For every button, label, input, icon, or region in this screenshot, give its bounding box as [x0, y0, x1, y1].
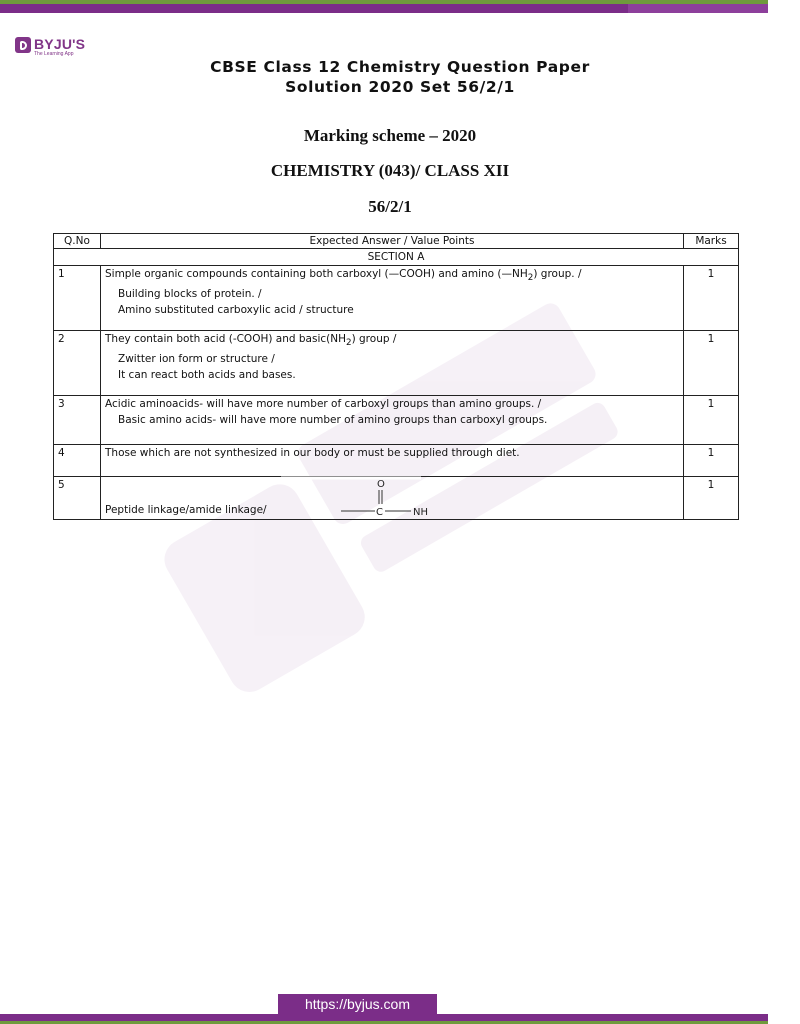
answer-line: Zwitter ion form or structure / — [118, 353, 275, 366]
answer-line: They contain both acid (-COOH) and $basic(NH_2)$ group / — [105, 333, 397, 349]
row-qno: 5 — [54, 477, 101, 520]
byjus-logo-icon — [15, 37, 31, 53]
row-answer — [101, 331, 684, 396]
peptide-bond-structure — [281, 477, 428, 519]
row-marks: 1 — [684, 266, 739, 331]
row-marks: 1 — [684, 445, 739, 477]
row-qno: 4 — [54, 445, 101, 477]
subject-heading: CHEMISTRY (043)/ CLASS XII — [270, 161, 510, 180]
row-qno: 3 — [54, 396, 101, 445]
answer-line: Basic amino acids- will have more number of amino groups than carboxyl groups. — [118, 414, 548, 426]
answer-line: Those which are not synthesized in our body or must be supplied through diet. — [105, 447, 520, 459]
document-title-line-2: Solution 2020 Set 56/2/1 — [285, 78, 515, 96]
structure-nh: NH — [413, 507, 428, 518]
row-answer — [101, 396, 684, 445]
row-marks: 1 — [684, 396, 739, 445]
bottom-brand-bar — [0, 1014, 768, 1024]
answer-line: It can react both acids and bases. — [118, 369, 296, 382]
table-row — [54, 477, 739, 520]
footer-url-link[interactable]: https://byjus.com — [278, 994, 437, 1014]
row-marks: 1 — [684, 331, 739, 396]
row-qno: 1 — [54, 266, 101, 331]
row-answer — [101, 477, 684, 520]
answer-line: Building blocks of protein. / — [118, 288, 262, 301]
section-row — [54, 249, 739, 266]
set-code-heading: 56/2/1 — [368, 197, 412, 216]
top-brand-bar — [0, 0, 768, 14]
row-qno: 2 — [54, 331, 101, 396]
table-row — [54, 396, 739, 445]
marking-scheme-heading: Marking scheme – 2020 — [303, 126, 477, 145]
byjus-logo — [15, 37, 85, 57]
table-header-row — [54, 234, 739, 249]
answer-line: Peptide linkage/amide linkage/ — [105, 504, 267, 516]
section-label: SECTION A — [54, 249, 739, 266]
answer-line: Amino substituted carboxylic acid / structure — [118, 304, 354, 317]
document-title-line-1: CBSE Class 12 Chemistry Question Paper — [210, 58, 590, 76]
table-row — [54, 266, 739, 331]
header-marks: Marks — [684, 234, 739, 249]
row-answer — [101, 445, 684, 477]
structure-oxygen: O — [377, 479, 385, 490]
structure-carbon: C — [376, 507, 383, 518]
header-qno: Q.No — [54, 234, 101, 249]
marking-scheme-table — [53, 233, 739, 520]
header-answer: Expected Answer / Value Points — [101, 234, 684, 249]
table-row — [54, 331, 739, 396]
answer-line: Simple organic compounds containing both carboxyl (—COOH) and amino $(—NH_2)$ group. / — [105, 268, 582, 284]
answer-line: Acidic aminoacids- will have more number of carboxyl groups than amino groups. / — [105, 398, 542, 410]
top-purple-stripe — [0, 4, 768, 13]
logo-name: BYJU'S — [34, 36, 86, 52]
row-answer — [101, 266, 684, 331]
table-row — [54, 445, 739, 477]
row-marks: 1 — [684, 477, 739, 520]
logo-tagline: The Learning App — [34, 51, 74, 57]
